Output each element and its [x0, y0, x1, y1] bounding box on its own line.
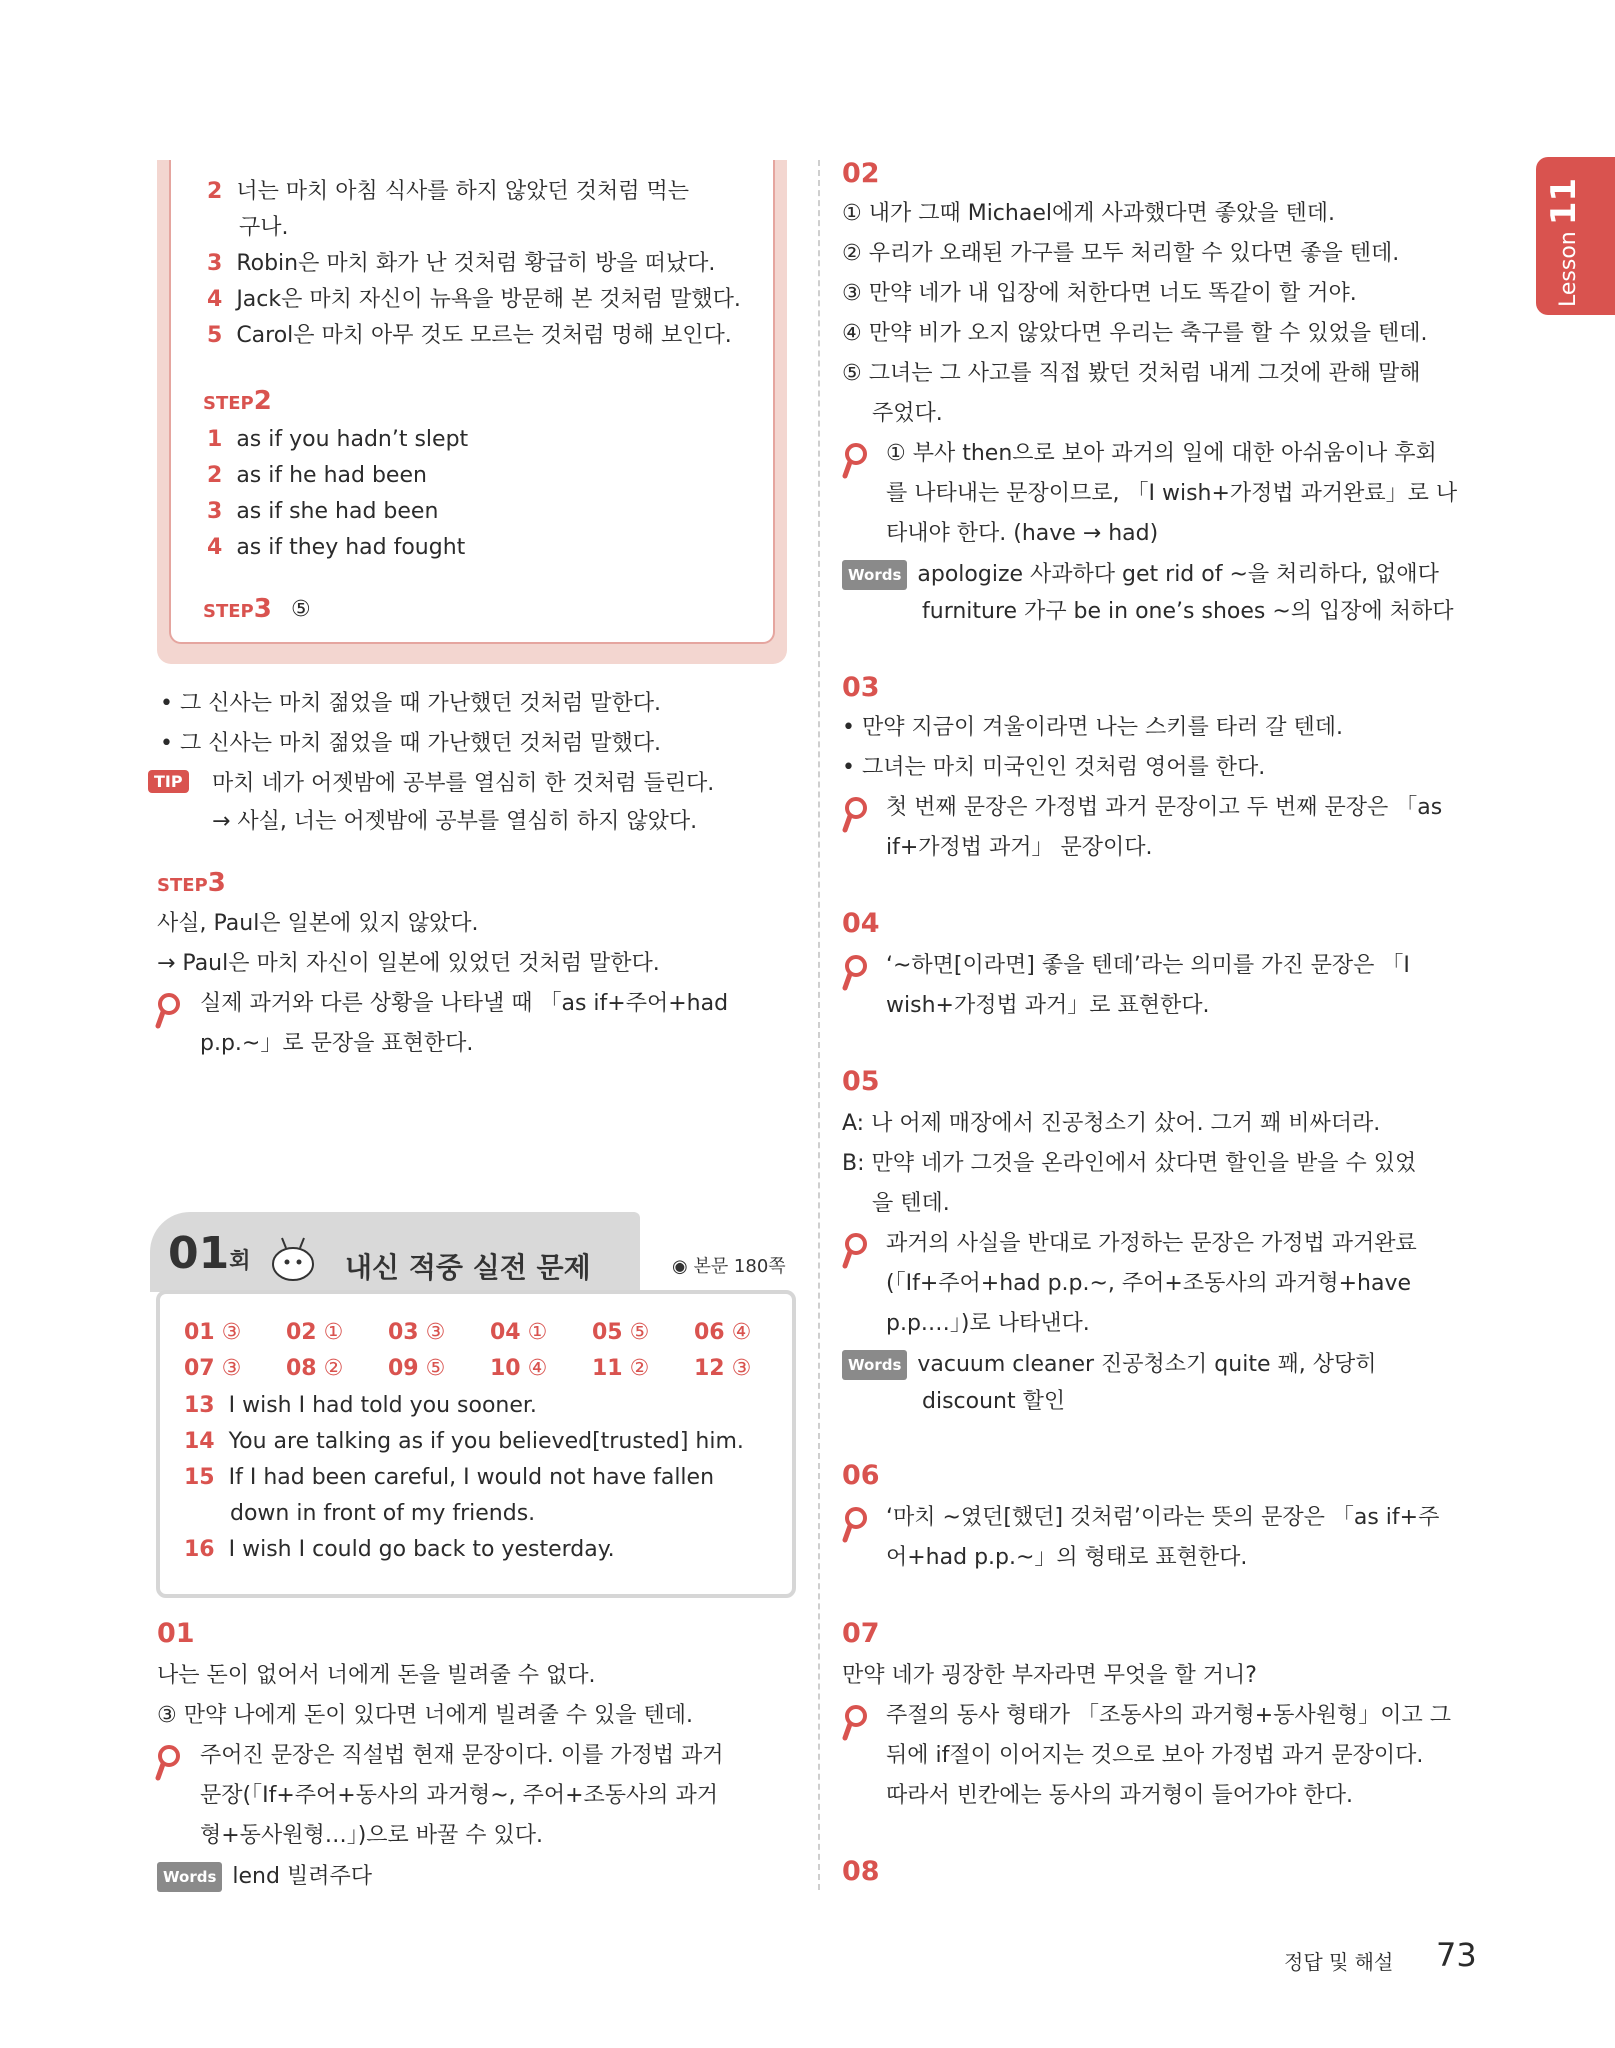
q06-expl: 어+had p.p.~」의 형태로 표현한다. — [886, 1545, 1248, 1570]
q05-expl: (「If+주어+had p.p.~, 주어+조동사의 과거형+have — [886, 1271, 1412, 1296]
question-02-head: 02 — [842, 158, 880, 189]
lesson-number: 11 — [1544, 177, 1584, 226]
long-answer-cont: down in front of my friends. — [230, 1501, 536, 1526]
step3-heading-left: STEP3 — [157, 868, 226, 898]
section-title: 내신 적중 실전 문제 — [345, 1251, 591, 1284]
step-box — [157, 160, 787, 664]
answer-choice: ④ — [520, 1356, 548, 1381]
answer-choice: ④ — [724, 1320, 752, 1345]
step2-item: 1 as if you hadn’t slept — [207, 427, 469, 452]
q07-expl: 주절의 동사 형태가 「조동사의 과거형+동사원형」이고 그 — [886, 1703, 1451, 1728]
answer-cell — [490, 1356, 547, 1381]
box-item: 3 Robin은 마치 화가 난 것처럼 황급히 방을 떠났다. — [207, 251, 716, 276]
page-number: 73 — [1436, 1936, 1477, 1974]
explanation-icon — [842, 954, 870, 994]
q01-line: 나는 돈이 없어서 너에게 돈을 빌려줄 수 없다. — [157, 1663, 596, 1688]
answer-question-number: 11 — [592, 1356, 623, 1381]
q02-line: ② 우리가 오래된 가구를 모두 처리할 수 있다면 좋을 텐데. — [842, 241, 1400, 266]
step3-answer: ⑤ — [291, 597, 311, 622]
q01-expl: 형+동사원형…」)으로 바꿀 수 있다. — [200, 1823, 544, 1848]
answer-question-number: 09 — [388, 1356, 419, 1381]
long-answer: 13 I wish I had told you sooner. — [184, 1393, 537, 1418]
q02-expl: 를 나타내는 문장이므로, 「I wish+가정법 과거완료」로 나 — [886, 481, 1458, 506]
q05-expl: 과거의 사실을 반대로 가정하는 문장은 가정법 과거완료 — [886, 1231, 1417, 1256]
q04-expl: wish+가정법 과거」로 표현한다. — [886, 993, 1210, 1018]
step-box-inner — [169, 160, 775, 644]
q05-words-cont: discount 할인 — [922, 1389, 1066, 1414]
tip-line: → 사실, 너는 어젯밤에 공부를 열심히 하지 않았다. — [212, 809, 698, 834]
q03-bullet: • 만약 지금이 겨울이라면 나는 스키를 타러 갈 텐데. — [842, 715, 1343, 740]
answer-cell — [184, 1320, 241, 1345]
q07-line: 만약 네가 굉장한 부자라면 무엇을 할 거니? — [842, 1663, 1257, 1688]
q05-line: B: 만약 네가 그것을 온라인에서 샀다면 할인을 받을 수 있었 — [842, 1151, 1417, 1176]
explanation-icon — [842, 796, 870, 836]
bullet-line: • 그 신사는 마치 젊었을 때 가난했던 것처럼 말했다. — [160, 731, 661, 756]
explanation-icon — [842, 1506, 870, 1546]
q01-expl: 주어진 문장은 직설법 현재 문장이다. 이를 가정법 과거 — [200, 1743, 724, 1768]
answer-cell — [286, 1320, 343, 1345]
answer-choice: ② — [622, 1356, 650, 1381]
answer-question-number: 10 — [490, 1356, 521, 1381]
answer-cell — [490, 1320, 547, 1345]
explanation-line: p.p.~」로 문장을 표현한다. — [200, 1031, 474, 1056]
tip-badge: TIP — [148, 770, 189, 793]
step2-item: 4 as if they had fought — [207, 535, 466, 560]
q05-line: A: 나 어제 매장에서 진공청소기 샀어. 그거 꽤 비싸더라. — [842, 1111, 1381, 1136]
long-answer: 14 You are talking as if you believed[trusted] him. — [184, 1429, 744, 1454]
lesson-tab — [1536, 157, 1615, 315]
answer-choice: ① — [316, 1320, 344, 1345]
tip-line: 마치 네가 어젯밤에 공부를 열심히 한 것처럼 들린다. — [212, 771, 715, 796]
answer-question-number: 02 — [286, 1320, 317, 1345]
question-01-head: 01 — [157, 1618, 195, 1649]
q02-line: ① 내가 그때 Michael에게 사과했다면 좋았을 텐데. — [842, 201, 1335, 226]
box-item: 5 Carol은 마치 아무 것도 모르는 것처럼 멍해 보인다. — [207, 323, 732, 348]
explanation-icon — [842, 1232, 870, 1272]
q02-words-cont: furniture 가구 be in one’s shoes ~의 입장에 처하다 — [922, 599, 1454, 624]
q02-expl: 타내야 한다. (have → had) — [886, 521, 1159, 546]
q02-line: ⑤ 그녀는 그 사고를 직접 봤던 것처럼 내게 그것에 관해 말해 — [842, 361, 1421, 386]
q02-line: ③ 만약 네가 내 입장에 처한다면 너도 똑같이 할 거야. — [842, 281, 1357, 306]
answer-question-number: 08 — [286, 1356, 317, 1381]
q03-expl: if+가정법 과거」 문장이다. — [886, 835, 1153, 860]
answer-question-number: 06 — [694, 1320, 725, 1345]
q02-words: Words apologize 사과하다 get rid of ~을 처리하다, 없애다 — [842, 560, 1439, 590]
q05-expl: p.p.…」)로 나타낸다. — [886, 1311, 1090, 1336]
q06-expl: ‘마치 ~였던[했던] 것처럼’이라는 뜻의 문장은 「as if+주 — [886, 1505, 1440, 1530]
q07-expl: 따라서 빈칸에는 동사의 과거형이 들어가야 한다. — [886, 1783, 1354, 1808]
box-item: 4 Jack은 마치 자신이 뉴욕을 방문해 본 것처럼 말했다. — [207, 287, 741, 312]
q02-line: 주었다. — [872, 401, 943, 426]
answer-choice: ③ — [418, 1320, 446, 1345]
answer-choice: ⑤ — [418, 1356, 446, 1381]
answer-cell — [694, 1356, 751, 1381]
page-reference: ◉ 본문 180쪽 — [672, 1256, 786, 1277]
explanation-line: 실제 과거와 다른 상황을 나타낼 때 「as if+주어+had — [200, 991, 729, 1016]
explanation-icon — [842, 1704, 870, 1744]
answer-question-number: 12 — [694, 1356, 725, 1381]
answer-question-number: 04 — [490, 1320, 521, 1345]
answer-choice: ⑤ — [622, 1320, 650, 1345]
answer-cell — [592, 1320, 649, 1345]
q05-words: Words vacuum cleaner 진공청소기 quite 꽤, 상당히 — [842, 1350, 1376, 1380]
q07-expl: 뒤에 if절이 이어지는 것으로 보아 가정법 과거 문장이다. — [886, 1743, 1424, 1768]
question-08-head: 08 — [842, 1856, 880, 1887]
answer-question-number: 07 — [184, 1356, 215, 1381]
box-item-cont: 구나. — [239, 215, 289, 240]
question-03-head: 03 — [842, 672, 880, 703]
q03-bullet: • 그녀는 마치 미국인인 것처럼 영어를 한다. — [842, 755, 1266, 780]
answer-cell — [388, 1320, 445, 1345]
q03-expl: 첫 번째 문장은 가정법 과거 문장이고 두 번째 문장은 「as — [886, 795, 1443, 820]
question-04-head: 04 — [842, 908, 880, 939]
q05-line: 을 텐데. — [872, 1191, 950, 1216]
explanation-icon — [155, 1744, 183, 1784]
step2-heading: STEP2 — [203, 386, 272, 416]
q04-expl: ‘~하면[이라면] 좋을 텐데’라는 의미를 가진 문장은 「I — [886, 953, 1410, 978]
step2-item: 2 as if he had been — [207, 463, 427, 488]
answer-question-number: 01 — [184, 1320, 215, 1345]
q01-line: ③ 만약 나에게 돈이 있다면 너에게 빌려줄 수 있을 텐데. — [157, 1703, 693, 1728]
box-item: 2 너는 마치 아침 식사를 하지 않았던 것처럼 먹는 — [207, 179, 690, 204]
answer-cell — [184, 1356, 241, 1381]
long-answer: 15 If I had been careful, I would not have fallen — [184, 1465, 715, 1490]
lesson-label: Lesson — [1556, 231, 1581, 307]
column-divider — [818, 160, 820, 1890]
step3-heading: STEP3 — [203, 594, 272, 624]
question-06-head: 06 — [842, 1460, 880, 1491]
q02-line: ④ 만약 비가 오지 않았다면 우리는 축구를 할 수 있었을 텐데. — [842, 321, 1428, 346]
answer-question-number: 03 — [388, 1320, 419, 1345]
answer-cell — [286, 1356, 343, 1381]
step2-item: 3 as if she had been — [207, 499, 439, 524]
explanation-icon — [842, 442, 870, 482]
q01-words: Words lend 빌려주다 — [157, 1862, 372, 1892]
mascot-icon — [262, 1234, 324, 1284]
answer-cell — [592, 1356, 649, 1381]
bullet-line: • 그 신사는 마치 젊었을 때 가난했던 것처럼 말한다. — [160, 691, 661, 716]
answer-cell — [388, 1356, 445, 1381]
explanation-icon — [155, 992, 183, 1032]
long-answer: 16 I wish I could go back to yesterday. — [184, 1537, 615, 1562]
round-number: 01회 — [168, 1228, 251, 1279]
answer-choice: ③ — [724, 1356, 752, 1381]
answer-choice: ② — [316, 1356, 344, 1381]
step3-line: → Paul은 마치 자신이 일본에 있었던 것처럼 말한다. — [157, 951, 660, 976]
answer-cell — [694, 1320, 751, 1345]
question-07-head: 07 — [842, 1618, 880, 1649]
question-05-head: 05 — [842, 1066, 880, 1097]
answer-question-number: 05 — [592, 1320, 623, 1345]
step3-line: 사실, Paul은 일본에 있지 않았다. — [157, 911, 479, 936]
q01-expl: 문장(「If+주어+동사의 과거형~, 주어+조동사의 과거 — [200, 1783, 719, 1808]
footer-label: 정답 및 해설 — [1284, 1950, 1394, 1974]
answer-choice: ① — [520, 1320, 548, 1345]
answer-choice: ③ — [214, 1320, 242, 1345]
answer-choice: ③ — [214, 1356, 242, 1381]
q02-expl: ① 부사 then으로 보아 과거의 일에 대한 아쉬움이나 후회 — [886, 441, 1437, 466]
